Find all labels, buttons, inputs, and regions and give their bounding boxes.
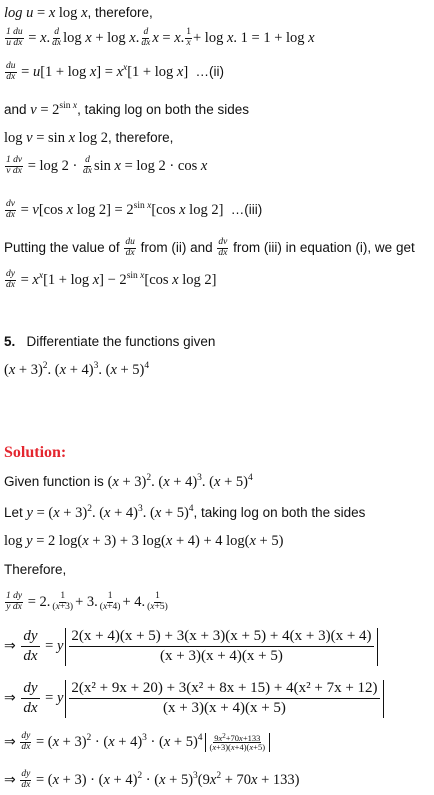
question-5: 5. Differentiate the functions given <box>4 334 216 349</box>
question-expression: $(x + 3)^2$. $(x + 4)^3$. $(x + 5)^4$ <box>4 361 150 378</box>
line-du-derivative: $\frac{1 du}{\text{u dx}}$ = x. $\frac{d}{dx}$ log x + log x. $\frac{d}{dx}$ x = x. $\frac{1}{x}$ + log x. 1 = 1 + log x <box>6 27 315 48</box>
line-dv-result: $\frac{dv}{dx}$ = v[cos x $\log 2] = 2^{sin x}[\cos$ x log 2] …(iii) <box>6 199 263 220</box>
solution-heading: Solution: <box>4 444 67 461</box>
solution-step-expanded: ⇒ $\frac{dy}{dx}$ = y $\frac{\text{2(x² + 9x + 20) + 3(x² + 8x + 15) + 4(x² + 7x + 12)}}{(x + 3)(x + 4)(x + 5)}$ <box>4 680 384 718</box>
solution-step-simplified: ⇒ $\frac{dy}{dx}$ = $(x + 3)^2 \cdot (x + 4)^3 \cdot (x + 5)^4$ $\frac{9x^2+70x+133}{(x+3)(x+4)(x+5)}$ <box>4 732 270 753</box>
solution-log-y: log y = 2 log(x + 3) + 3 log(x + 4) + 4 log(x + 5) <box>4 533 284 549</box>
line-v-definition: and $v = 2^{sin x}$, taking log on both the sides <box>4 101 249 118</box>
line-du-result: $\frac{du}{dx}$ = $u[1 + \log x] = x^x[1 + \log x]$ …(ii) <box>6 61 225 82</box>
solution-therefore: Therefore, <box>4 562 67 577</box>
line-log-u: log u = x log x, therefore, <box>4 5 153 21</box>
solution-step-combined: ⇒ $\frac{dy}{dx}$ = y $\frac{2(x + 4)(x + 5) + 3(x + 3)(x + 5) + 4(x + 3)(x + 4)}{(x + 3)(x + 4)(x + 5)}$ <box>4 628 378 666</box>
fraction-1-du: $\frac{1 du}{\text{u dx}}$ <box>6 27 23 48</box>
line-dv-derivative: $\frac{1 dv}{\text{v dx}}$ = log 2 · $\frac{d}{dx}$ sin x = log 2 · cos x <box>6 155 208 176</box>
line-putting-values: Putting the value of $\frac{du}{dx}$ from (ii) and $\frac{dv}{dx}$ from (iii) in equation (i), we get <box>4 237 415 258</box>
solution-given: Given function is $(x + 3)^2$. $(x + 4)^3$. $(x + 5)^4$ <box>4 473 253 490</box>
bracket-group-3: $\frac{9x^2+70x+133}{(x+3)(x+4)(x+5)}$ <box>205 733 271 753</box>
solution-final: ⇒ $\frac{dy}{dx}$ = $(x + 3) \cdot (x + 4)^2 \cdot (x + 5)^3(9x^2 + 70x + 133)$ <box>4 769 300 790</box>
solution-let-y: Let $y = (x + 3)^2$. $(x + 4)^3$. $(x + 5)^4$, taking log on both the sides <box>4 504 366 521</box>
bracket-group-2: $\frac{\text{2(x² + 9x + 20) + 3(x² + 8x + 15) + 4(x² + 7x + 12)}}{(x + 3)(x + 4)(x + 5)}$ <box>65 680 383 718</box>
line-dy-result: $\frac{dy}{dx}$ = $x^x[1 + \log x] - 2^{sin x}[\cos$ x log 2] <box>6 269 217 290</box>
solution-dy-sum: $\frac{1 dy}{\text{y dx}}$ = 2. $\frac{1}{(x+3)}$ + 3. $\frac{1}{(x+4)}$ + 4. $\frac{1}{(x+5)}$ <box>6 591 168 612</box>
bracket-group-1: $\frac{2(x + 4)(x + 5) + 3(x + 3)(x + 5) + 4(x + 3)(x + 4)}{(x + 3)(x + 4)(x + 5)}$ <box>65 628 377 666</box>
line-log-v: log v = sin x log 2, therefore, <box>4 130 174 146</box>
